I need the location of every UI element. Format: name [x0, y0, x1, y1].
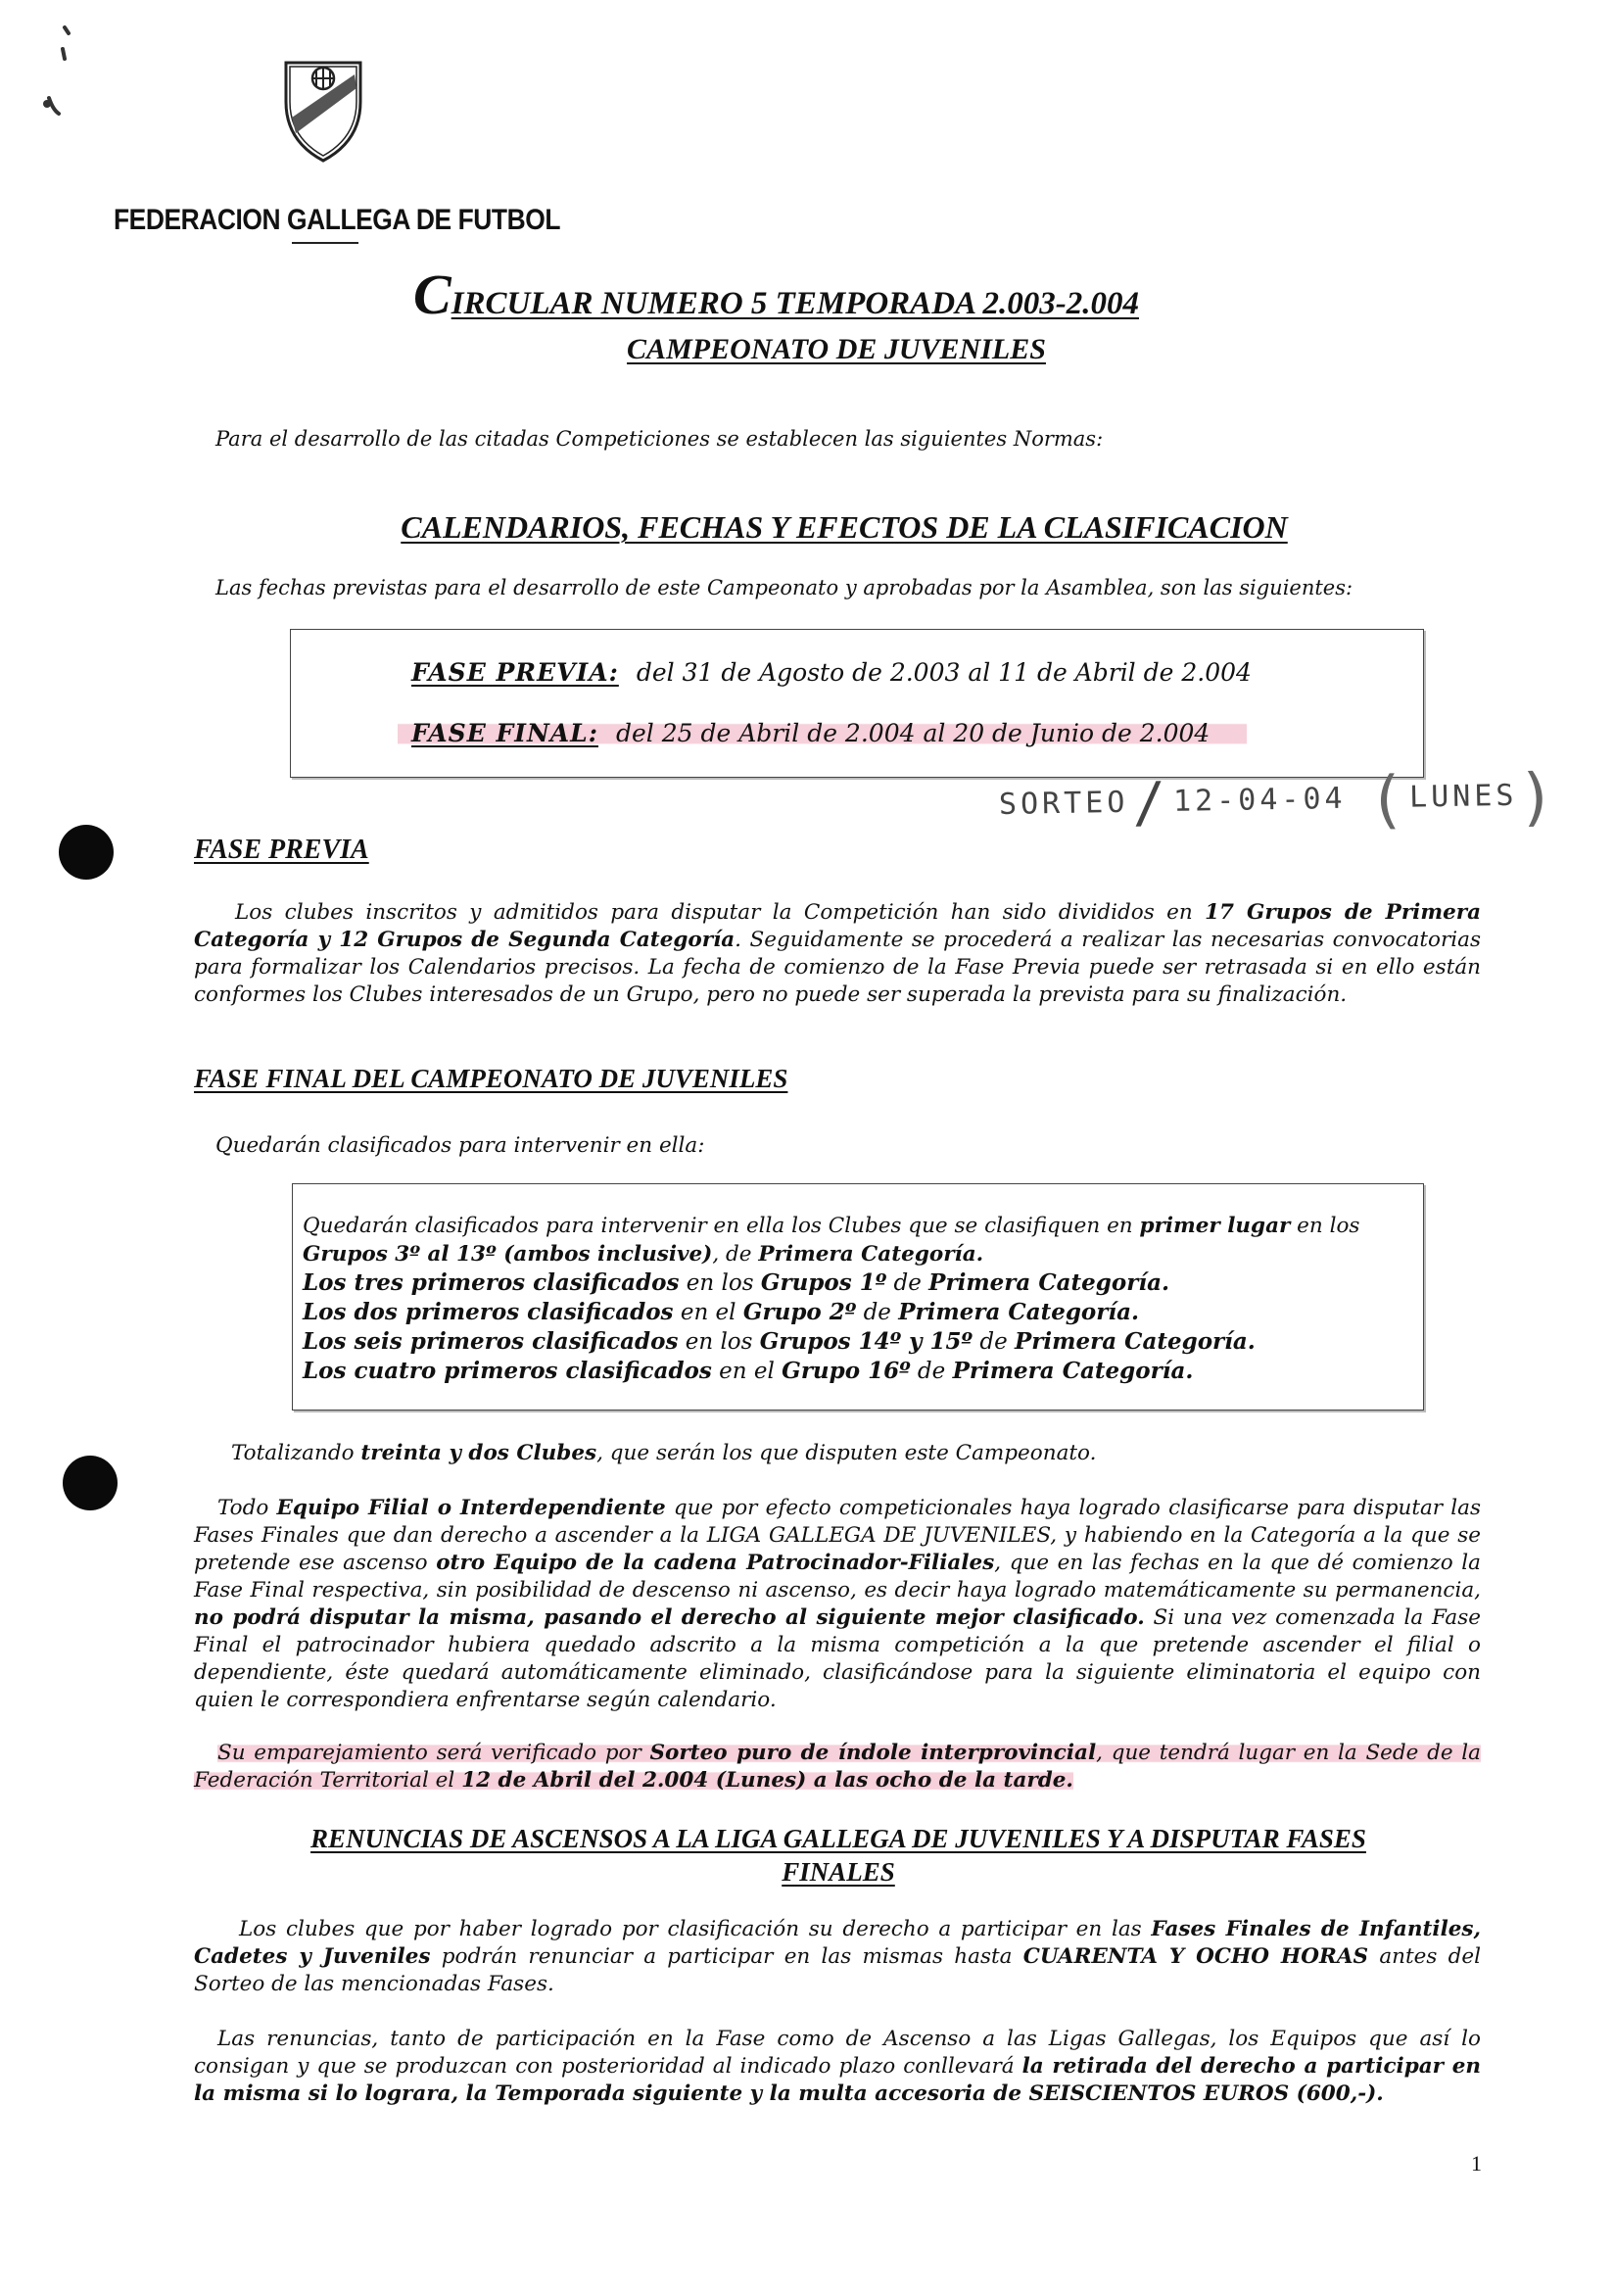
fase-final-heading: FASE FINAL DEL CAMPEONATO DE JUVENILES — [194, 1064, 788, 1093]
punch-hole — [63, 1456, 118, 1510]
list-item: Los cuatro primeros clasificados en el Grupo 16º de Primera Categoría. — [303, 1358, 1194, 1384]
federation-name: FEDERACION GALLEGA DE FUTBOL — [114, 204, 561, 236]
list-item: Los dos primeros clasificados en el Grupo 2º de Primera Categoría. — [303, 1299, 1140, 1325]
federation-crest-icon — [282, 59, 364, 165]
list-item: Grupos 3º al 13º (ambos inclusive), de Primera Categoría. — [303, 1242, 984, 1267]
list-item: Los seis primeros clasificados en los Grupos 14º y 15º de Primera Categoría. — [303, 1328, 1256, 1355]
total-clubs-text: Totalizando treinta y dos Clubes, que serán los que disputen este Campeonato. — [231, 1441, 1097, 1465]
handwritten-note: SORTEO/ 12-04-04 (LUNES) — [998, 761, 1560, 837]
fase-final-date-range: del 25 de Abril de 2.004 al 20 de Junio de 2.004 — [616, 719, 1210, 747]
handwritten-slash: / — [1131, 770, 1170, 836]
scan-mark — [29, 20, 88, 118]
page-subtitle: CAMPEONATO DE JUVENILES — [627, 333, 1046, 365]
clasificados-box — [292, 1183, 1424, 1411]
fase-final-label: FASE FINAL: — [411, 719, 598, 747]
renuncias-heading: RENUNCIAS DE ASCENSOS A LA LIGA GALLEGA DE JUVENILES Y A DISPUTAR FASES FINALES — [310, 1824, 1366, 1887]
handwritten-day: LUNES — [1408, 778, 1518, 815]
filial-paragraph: Todo Equipo Filial o Interdependiente que por efecto competicionales haya logrado clasificarse para disputar las Fases Finales que dan derecho a ascender a la LIGA GALLEGA DE JUVENILES, y habiendo en la Categoría a la que se pretende ese ascenso otro Equipo de la cadena Patrocinador-Filiales, que en las fechas en la que dé comienzo la Fase Final respectiva, sin posibilidad de descenso ni ascenso, es decir haya logrado matemáticamente su permanencia, no podrá disputar la misma, pasando el derecho al siguiente mejor clasificado. Si una vez comenzada la Fase Final el patrocinador hubiera quedado adscrito a la misma competición a la que pretende ascender el filial o dependiente, éste quedará automáticamente eliminado, clasificándose para la siguiente eliminatoria el equipo con quien le correspondiera enfrentarse según calendario. — [194, 1496, 1482, 1712]
dates-box — [290, 629, 1424, 778]
circular-title — [413, 263, 1139, 326]
sorteo-paragraph: Su emparejamiento será verificado por Sorteo puro de índole interprovincial, que tendrá lugar en la Sede de la Federación Territorial el 12 de Abril del 2.004 (Lunes) a las ocho de la tarde. — [194, 1741, 1481, 1793]
punch-hole — [59, 825, 114, 880]
handwritten-date: 12-04-04 — [1172, 781, 1347, 819]
fase-previa-dates — [411, 658, 1252, 687]
page-number: 1 — [1471, 2151, 1482, 2176]
fase-previa-paragraph: Los clubes inscritos y admitidos para disputar la Competición han sido divididos en 17 Grupos de Primera Categoría y 12 Grupos de Segunda Categoría. Seguidamente se procederá a realizar las necesarias convocatorias para formalizar los Calendarios precisos. La fecha de comienzo de la Fase Previa puede ser retrasada si en ello están conformes los Clubes interesados de un Grupo, pero no puede ser superada la prevista para su finalización. — [194, 900, 1482, 1007]
handwritten-word: SORTEO — [998, 785, 1129, 822]
title-rest: IRCULAR NUMERO 5 TEMPORADA 2.003-2.004 — [451, 286, 1139, 321]
fase-previa-label: FASE PREVIA: — [411, 658, 619, 687]
list-item: Quedarán clasificados para intervenir en ella los Clubes que se clasifiquen en primer lugar en los — [303, 1214, 1360, 1238]
divider — [292, 242, 358, 244]
title-initial: C — [413, 263, 451, 326]
fase-final-dates — [398, 719, 1247, 747]
intro-text: Para el desarrollo de las citadas Competiciones se establecen las siguientes Normas: — [215, 427, 1104, 451]
clasificados-list — [303, 1212, 1415, 1386]
list-item: Los tres primeros clasificados en los Grupos 1º de Primera Categoría. — [303, 1269, 1169, 1296]
calendar-heading: CALENDARIOS, FECHAS Y EFECTOS DE LA CLASIFICACION — [401, 509, 1288, 545]
fase-previa-date-range: del 31 de Agosto de 2.003 al 11 de Abril de 2.004 — [636, 658, 1252, 687]
fase-final-lead: Quedarán clasificados para intervenir en ella: — [215, 1133, 705, 1158]
renuncias-paragraph-1: Los clubes que por haber logrado por clasificación su derecho a participar en las Fases Finales de Infantiles, Cadetes y Juveniles podrán renunciar a participar en las mismas hasta CUARENTA Y OCHO HORAS antes del Sorteo de las mencionadas Fases. — [194, 1917, 1482, 1996]
fase-previa-heading: FASE PREVIA — [194, 835, 369, 865]
calendar-lead: Las fechas previstas para el desarrollo de este Campeonato y aprobadas por la Asamblea, son las siguientes: — [215, 576, 1353, 599]
renuncias-paragraph-2: Las renuncias, tanto de participación en la Fase como de Ascenso a las Ligas Gallegas, los Equipos que así lo consigan y que se produzcan con posterioridad al indicado plazo conllevará la retirada del derecho a participar en la misma si lo lograra, la Temporada siguiente y la multa accesoria de SEISCIENTOS EUROS (600,-). — [194, 2027, 1482, 2106]
